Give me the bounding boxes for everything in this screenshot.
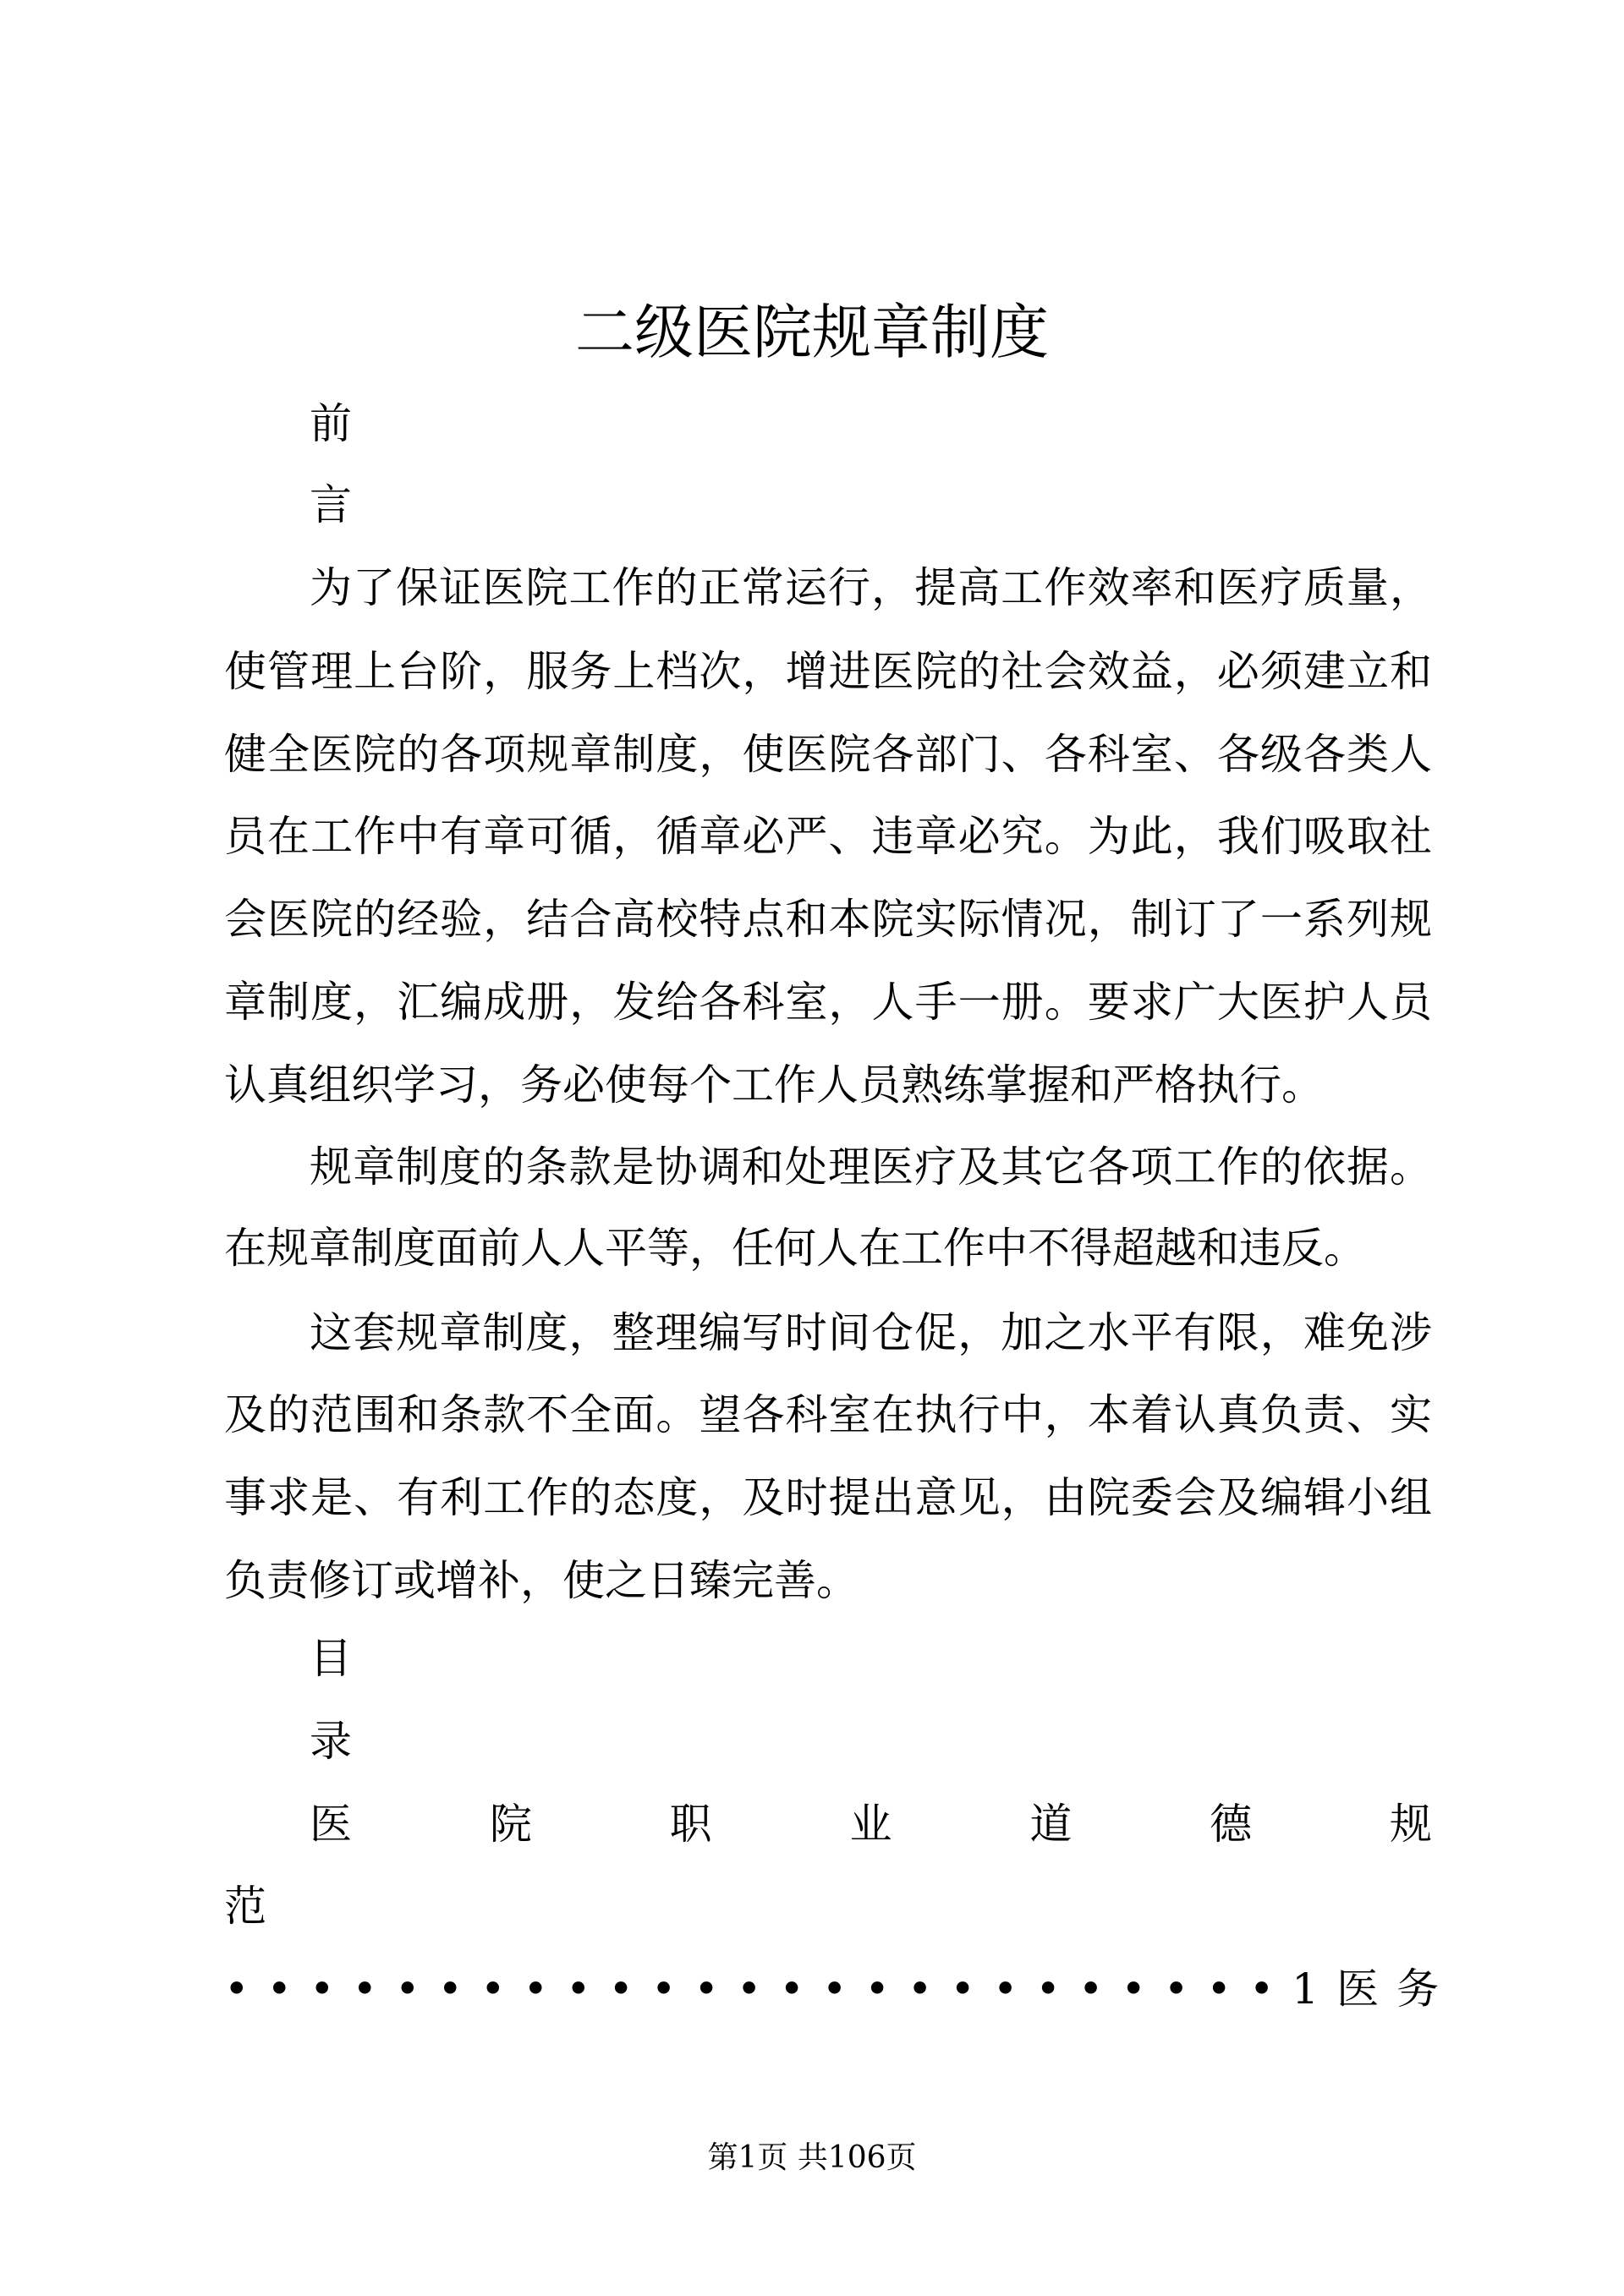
page-footer: 第1页 共106页 <box>707 2140 917 2175</box>
document-title: 二级医院规章制度 <box>575 298 1049 367</box>
preface-heading-char: 前 <box>310 399 352 448</box>
paragraph-line: 在规章制度面前人人平等，任何人在工作中不得超越和违反。 <box>224 1224 1366 1273</box>
paragraph-line: 为了保证医院工作的正常运行，提高工作效率和医疗质量， <box>310 563 1432 612</box>
paragraph-line: 负责修订或增补，使之日臻完善。 <box>224 1556 859 1605</box>
toc-heading-char: 录 <box>310 1717 352 1766</box>
paragraph-line: 这套规章制度，整理编写时间仓促，加之水平有限，难免涉 <box>310 1308 1432 1357</box>
paragraph-line: 认真组织学习，务必使每个工作人员熟练掌握和严格执行。 <box>224 1060 1324 1110</box>
paragraph-line: 健全医院的各项规章制度，使医院各部门、各科室、各级各类人 <box>224 730 1432 779</box>
paragraph-line: 事求是、有利工作的态度，及时提出意见，由院委会及编辑小组 <box>224 1473 1432 1522</box>
toc-entry-line[interactable]: •••••••••••••••••••••••••1医务 <box>224 1964 1457 2014</box>
paragraph-line: 规章制度的条款是协调和处理医疗及其它各项工作的依据。 <box>310 1143 1432 1192</box>
preface-heading-char: 言 <box>310 480 352 529</box>
toc-heading-char: 目 <box>310 1634 352 1683</box>
paragraph-line: 使管理上台阶，服务上档次，增进医院的社会效益，必须建立和 <box>224 647 1432 696</box>
paragraph-line: 章制度，汇编成册，发给各科室，人手一册。要求广大医护人员 <box>224 978 1432 1027</box>
paragraph-line: 会医院的经验，结合高校特点和本院实际情况，制订了一系列规 <box>224 895 1432 944</box>
toc-entry-line[interactable]: 范 <box>224 1882 285 1931</box>
paragraph-line: 及的范围和条款不全面。望各科室在执行中，本着认真负责、实 <box>224 1390 1432 1439</box>
paragraph-line: 员在工作中有章可循，循章必严、违章必究。为此，我们吸取社 <box>224 812 1432 861</box>
toc-entry-line[interactable]: 医 院 职 业 道 德 规 <box>310 1800 1432 1849</box>
